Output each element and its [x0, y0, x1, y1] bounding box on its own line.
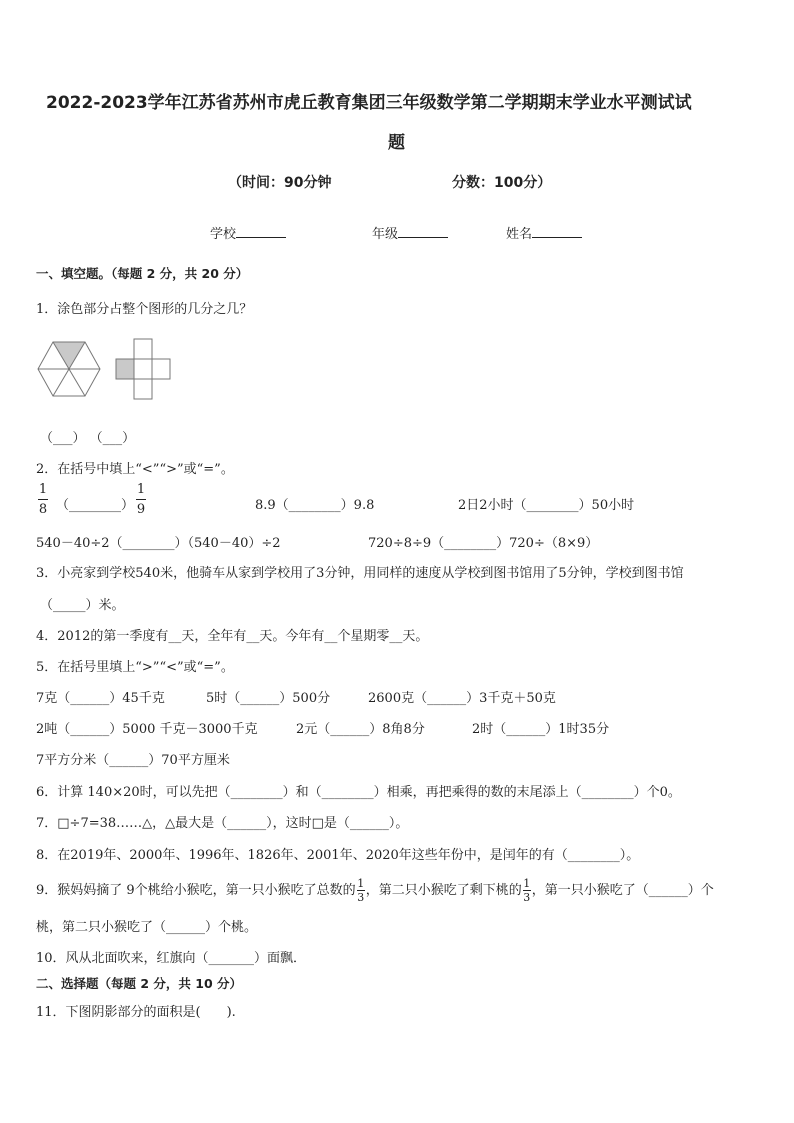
- q2-item-c[interactable]: 2日2小时（________）50小时: [458, 498, 635, 513]
- q9-fraction-b: [523, 878, 531, 903]
- q2-fraction-1: [38, 482, 48, 517]
- q5-item-2b[interactable]: 2元（______）8角8分: [296, 722, 425, 737]
- q9-fraction-b-num: 1: [523, 877, 531, 890]
- grade-field: [372, 223, 448, 242]
- q8-text[interactable]: 8．在2019年、2000年、1996年、1826年、2001年、2020年这些年份中，是闰年的有（________）。: [36, 848, 640, 863]
- q5-item-2c[interactable]: 2时（______）1时35分: [472, 722, 610, 737]
- q2-fraction-1-den: 8: [38, 502, 48, 517]
- q2-fraction-2-den: 9: [136, 502, 146, 517]
- q2-fraction-1-num: 1: [38, 482, 48, 497]
- section-2-heading: 二、选择题（每题 2 分，共 10 分）: [36, 976, 243, 991]
- q6-text[interactable]: 6．计算 140×20时，可以先把（________）和（________）相乘，再把乘得的数的末尾添上（________）个0。: [36, 785, 681, 800]
- q2-item-b[interactable]: 8.9（________）9.8: [255, 498, 375, 513]
- q9-part1: 9．猴妈妈摘了 9个桃给小猴吃，第一只小猴吃了总数的: [36, 883, 356, 898]
- q9-line1[interactable]: [36, 878, 714, 903]
- score-info: 分数：100分）: [452, 175, 552, 191]
- q11-text: 11．下图阴影部分的面积是( ).: [36, 1005, 236, 1020]
- q5-item-1a[interactable]: 7克（______）45千克: [36, 691, 165, 706]
- grade-label: 年级: [372, 227, 399, 242]
- q2-blank-a[interactable]: （________）: [56, 498, 135, 513]
- q4-text[interactable]: 4．2012的第一季度有__天，全年有__天。今年有__个星期零__天。: [36, 629, 429, 644]
- q3-line2[interactable]: （_____）米。: [40, 598, 125, 613]
- q2-text: 2．在括号中填上“<”“>”或“=”。: [36, 462, 234, 477]
- hexagon-figure: [36, 338, 102, 400]
- time-info: （时间：90分钟: [228, 175, 332, 191]
- page-title-line2: 题: [388, 133, 405, 153]
- section-1-heading: 一、填空题。（每题 2 分，共 20 分）: [36, 266, 249, 281]
- q7-text[interactable]: 7．□÷7=38……△，△最大是（______），这时□是（______）。: [36, 816, 409, 831]
- school-field: [210, 223, 286, 242]
- q9-fraction-a: [357, 878, 365, 903]
- school-blank[interactable]: [236, 225, 286, 238]
- q9-fraction-b-den: 3: [523, 891, 531, 904]
- q2-item-d[interactable]: 540－40÷2（________）（540－40）÷2: [36, 536, 281, 551]
- cube-net-figure: [112, 338, 176, 400]
- page-title-line1: 2022-2023学年江苏省苏州市虎丘教育集团三年级数学第二学期期末学业水平测试试: [46, 93, 692, 113]
- q5-text: 5．在括号里填上“>”“<”或“=”。: [36, 660, 234, 675]
- name-blank[interactable]: [532, 225, 582, 238]
- q1-answers[interactable]: （___） （___）: [40, 431, 136, 446]
- q5-item-2a[interactable]: 2吨（______）5000 千克－3000千克: [36, 722, 258, 737]
- q5-item-1b[interactable]: 5时（______）500分: [206, 691, 331, 706]
- q2-item-e[interactable]: 720÷8÷9（________）720÷（8×9）: [368, 536, 599, 551]
- q10-text[interactable]: 10．风从北面吹来，红旗向（_______）面飘．: [36, 951, 307, 966]
- q5-item-3a[interactable]: 7平方分米（______）70平方厘米: [36, 753, 230, 768]
- q2-fraction-2-num: 1: [136, 482, 146, 497]
- q1-text: 1．涂色部分占整个图形的几分之几？: [36, 302, 253, 317]
- q2-fraction-2: [136, 482, 146, 517]
- name-field: [506, 223, 582, 242]
- q9-line2[interactable]: 桃，第二只小猴吃了（______）个桃。: [36, 920, 258, 935]
- school-label: 学校: [210, 227, 237, 242]
- q5-item-1c[interactable]: 2600克（______）3千克＋50克: [368, 691, 556, 706]
- q3-line1: 3．小亮家到学校540米，他骑车从家到学校用了3分钟，用同样的速度从学校到图书馆用了5分钟，学校到图书馆: [36, 566, 684, 581]
- q9-fraction-a-num: 1: [357, 877, 365, 890]
- q9-part3: ，第一只小猴吃了（______）个: [531, 883, 714, 898]
- grade-blank[interactable]: [398, 225, 448, 238]
- q9-fraction-a-den: 3: [357, 891, 365, 904]
- name-label: 姓名: [506, 227, 533, 242]
- q9-part2: ，第二只小猴吃了剩下桃的: [365, 883, 522, 898]
